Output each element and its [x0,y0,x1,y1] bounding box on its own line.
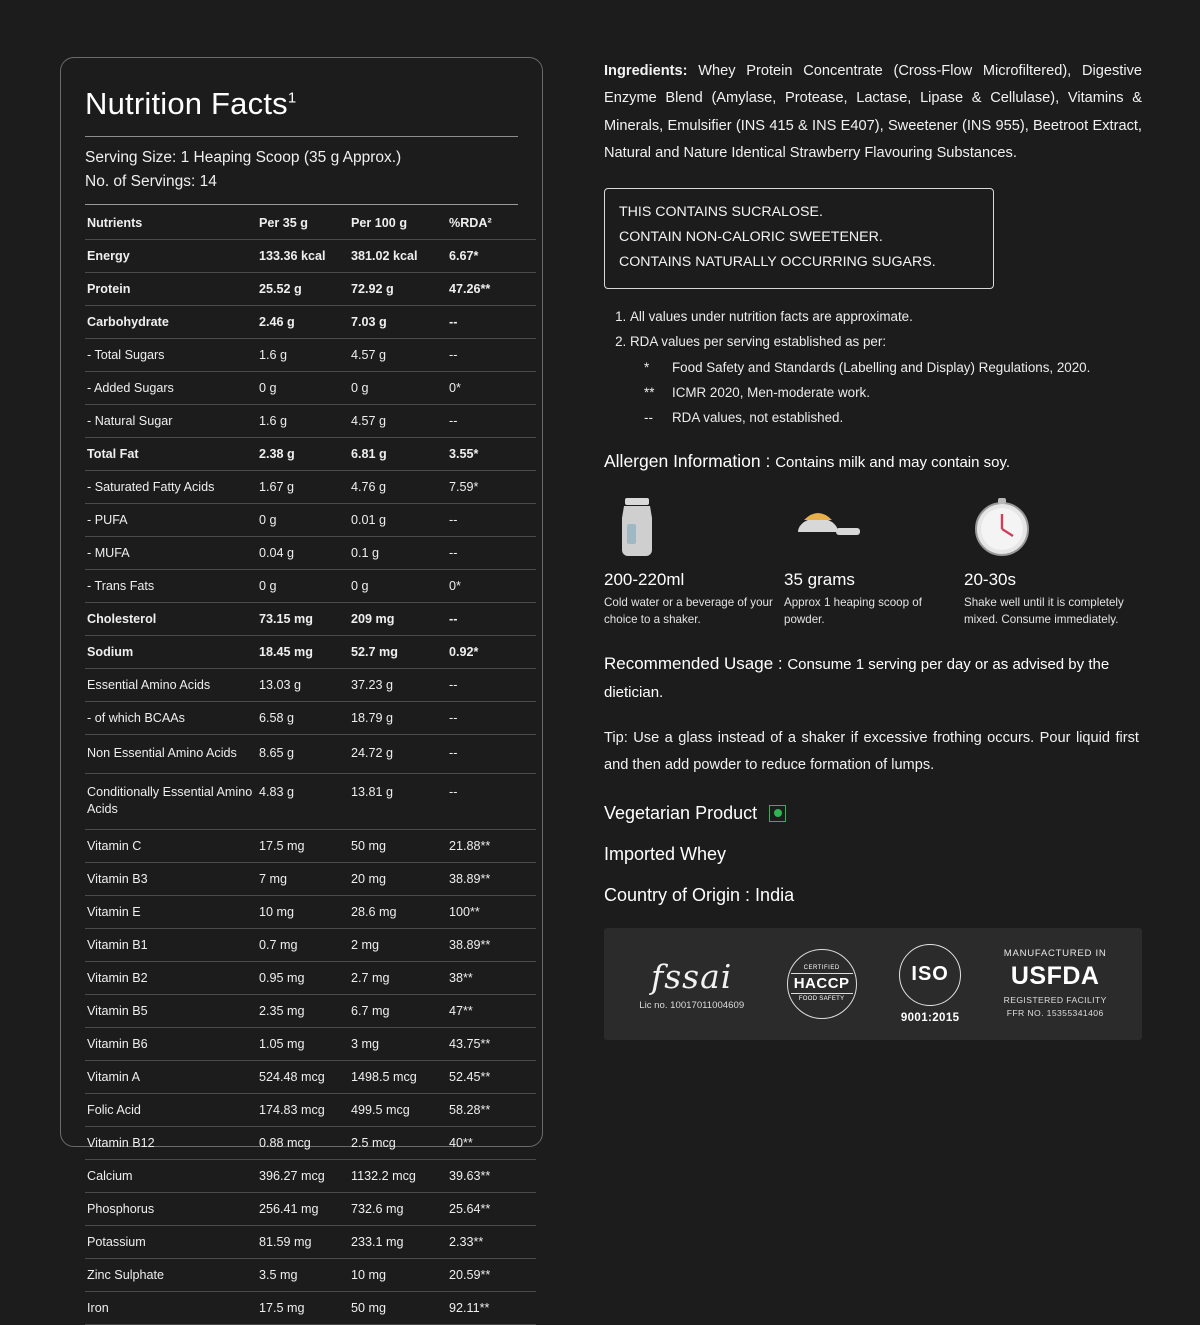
divider-top [85,136,518,137]
table-row [85,636,536,669]
allergen-value: Contains milk and may contain soy. [775,453,1011,471]
cell-per35: 1.05 mg [257,1028,349,1061]
cell-per100: 4.76 g [349,471,447,504]
usage-instructions-row [604,494,1144,629]
table-row [85,1061,536,1094]
footnote-mark-star: * [644,359,650,375]
usage-step-shake-sub: Shake well until it is completely mixed. Consume immediately. [964,595,1124,626]
usfda-sub-text-2: FFR NO. 15355341406 [1006,1007,1104,1018]
footnote-sub-2 [644,381,1144,404]
serving-size: Serving Size: 1 Heaping Scoop (35 g Approx.) [85,149,402,166]
usfda-main-text: USFDA [1010,961,1100,990]
cell-rda: 52.45** [447,1061,536,1094]
haccp-certification [787,949,857,1019]
cell-per35: 1.6 g [257,339,349,372]
cell-per100: 37.23 g [349,669,447,702]
table-row [85,830,536,863]
cell-rda: -- [447,702,536,735]
cell-per100: 1498.5 mcg [349,1061,447,1094]
cell-rda: -- [447,735,536,774]
footnote-mark-dashes: -- [644,409,653,425]
table-row [85,702,536,735]
cell-name: Zinc Sulphate [85,1259,257,1292]
cell-rda: 7.59* [447,471,536,504]
table-row [85,603,536,636]
imported-whey-label: Imported Whey [604,843,727,864]
cell-name: Vitamin C [85,830,257,863]
cell-per35: 2.35 mg [257,995,349,1028]
table-header-row [85,205,536,240]
table-row [85,1028,536,1061]
cell-rda: -- [447,504,536,537]
cell-name: - Added Sugars [85,372,257,405]
cell-per35: 3.5 mg [257,1259,349,1292]
fssai-logo-text: fssai [651,956,733,996]
usage-step-water-head: 200-220ml [604,569,685,589]
haccp-main-text: HACCP [791,973,853,994]
cell-per100: 2.5 mcg [349,1127,447,1160]
cell-per100: 1132.2 mcg [349,1160,447,1193]
usfda-certification [1004,948,1107,1020]
cell-per100: 4.57 g [349,339,447,372]
cell-name: Vitamin B1 [85,929,257,962]
cell-rda: 47.26** [447,273,536,306]
usfda-top-text: MANUFACTURED IN [1003,947,1107,959]
allergen-information [604,451,1144,472]
recommended-usage [604,650,1139,704]
cell-name: Total Fat [85,438,257,471]
ingredients-paragraph [604,58,1142,168]
cell-rda: 6.67* [447,240,536,273]
vegetarian-mark-icon [769,805,786,822]
cell-per35: 174.83 mcg [257,1094,349,1127]
cell-per35: 0.04 g [257,537,349,570]
cell-per100: 0 g [349,372,447,405]
usage-step-powder-head: 35 grams [784,569,855,589]
usage-step-powder-sub: Approx 1 heaping scoop of powder. [784,595,922,626]
table-row [85,1094,536,1127]
table-row [85,1259,536,1292]
cell-per100: 7.03 g [349,306,447,339]
cell-per35: 396.27 mcg [257,1160,349,1193]
cell-per35: 0 g [257,504,349,537]
usage-step-powder [784,494,964,629]
cell-per100: 209 mg [349,603,447,636]
cell-per35: 1.6 g [257,405,349,438]
cell-name: Vitamin B2 [85,962,257,995]
column-header-per35: Per 35 g [257,205,349,240]
footnote-2-text: RDA values per serving established as per: [630,333,887,349]
table-row [85,929,536,962]
footnote-1: 1. All values under nutrition facts are approximate. [630,305,1144,328]
usage-tip: Tip: Use a glass instead of a shaker if excessive frothing occurs. Pour liquid first and then add powder to reduce formation of lumps. [604,729,1139,773]
cell-per100: 10 mg [349,1259,447,1292]
cell-rda: 0.92* [447,636,536,669]
table-row [85,1292,536,1325]
warning-line-2: CONTAIN NON-CALORIC SWEETENER. [619,228,883,245]
cell-per100: 2 mg [349,929,447,962]
table-row [85,339,536,372]
table-row [85,669,536,702]
haccp-bottom-text: FOOD SAFETY [798,996,845,1003]
cell-per35: 256.41 mg [257,1193,349,1226]
cell-per35: 10 mg [257,896,349,929]
cell-per35: 2.38 g [257,438,349,471]
cell-per100: 20 mg [349,863,447,896]
cell-rda: -- [447,669,536,702]
cell-rda: 25.64** [447,1193,536,1226]
cell-name: Potassium [85,1226,257,1259]
table-row [85,570,536,603]
cell-per35: 524.48 mcg [257,1061,349,1094]
cell-per100: 499.5 mcg [349,1094,447,1127]
cell-rda: 43.75** [447,1028,536,1061]
table-row [85,273,536,306]
cell-name: Vitamin A [85,1061,257,1094]
usage-step-shake-head: 20-30s [964,569,1016,589]
cell-per100: 0.01 g [349,504,447,537]
table-row [85,1226,536,1259]
cell-per35: 6.58 g [257,702,349,735]
details-panel [604,58,1144,1040]
cell-rda: 0* [447,570,536,603]
table-row [85,240,536,273]
usage-step-water [604,494,784,629]
iso-certification [899,944,961,1024]
haccp-seal-icon [787,949,857,1019]
cell-name: Iron [85,1292,257,1325]
cell-name: Vitamin E [85,896,257,929]
cell-rda: 38.89** [447,929,536,962]
ingredients-text: Whey Protein Concentrate (Cross-Flow Microfiltered), Digestive Enzyme Blend (Amylase, Protease, Lactase, Lipase & Cellulase), Vitamins & Minerals, Emulsifier (INS 415 & INS E407), Sweetener (INS 955), Beetroot Extract, Natural and Nature Identical Strawberry Flavouring Substances. [604,63,1142,162]
table-row [85,735,536,774]
table-row [85,774,536,830]
footnotes-list [604,305,1144,429]
cell-name: Carbohydrate [85,306,257,339]
fssai-certification [639,957,744,1011]
nutrition-facts-panel [60,57,543,1316]
certifications-box [604,928,1142,1040]
cell-per35: 0.88 mcg [257,1127,349,1160]
country-of-origin: Country of Origin : India [604,884,795,905]
table-row [85,504,536,537]
cell-per100: 50 mg [349,830,447,863]
cell-per100: 50 mg [349,1292,447,1325]
cell-per100: 52.7 mg [349,636,447,669]
cell-rda: 100** [447,896,536,929]
table-row [85,372,536,405]
cell-name: Vitamin B12 [85,1127,257,1160]
cell-name: Energy [85,240,257,273]
table-row [85,306,536,339]
column-header-nutrients: Nutrients [85,205,257,240]
cell-per35: 0 g [257,372,349,405]
serving-info [85,146,518,194]
usage-step-shake [964,494,1144,629]
table-row [85,537,536,570]
table-row [85,405,536,438]
cell-rda: 2.33** [447,1226,536,1259]
ingredients-label: Ingredients: [604,63,688,79]
table-row [85,438,536,471]
cell-per100: 13.81 g [349,774,447,830]
cell-rda: 3.55* [447,438,536,471]
nutrition-facts-title-text: Nutrition Facts [85,86,288,121]
iso-standard-number: 9001:2015 [900,1011,960,1024]
cell-rda: 38** [447,962,536,995]
cell-name: Conditionally Essential Amino Acids [85,774,257,830]
cell-name: Sodium [85,636,257,669]
footnote-sublist [630,356,1144,429]
cell-name: Vitamin B5 [85,995,257,1028]
cell-name: - PUFA [85,504,257,537]
cell-rda: 58.28** [447,1094,536,1127]
usage-step-water-sub: Cold water or a beverage of your choice to a shaker. [604,595,773,626]
usfda-sub-text-1: REGISTERED FACILITY [1003,994,1107,1005]
cell-per100: 381.02 kcal [349,240,447,273]
table-row [85,1193,536,1226]
vegetarian-dot [774,809,782,817]
cell-rda: -- [447,339,536,372]
cell-per100: 2.7 mg [349,962,447,995]
title-footnote-marker: 1 [287,89,297,107]
cell-name: - of which BCAAs [85,702,257,735]
table-row [85,962,536,995]
warning-line-1: THIS CONTAINS SUCRALOSE. [619,203,823,220]
cell-rda: 39.63** [447,1160,536,1193]
clock-icon [972,494,1144,558]
scoop-icon [792,494,964,558]
cell-per100: 24.72 g [349,735,447,774]
vegetarian-label: Vegetarian Product [604,802,758,823]
recommended-usage-label: Recommended Usage : [604,654,783,674]
cell-per35: 25.52 g [257,273,349,306]
table-row [85,995,536,1028]
table-row [85,1127,536,1160]
warning-line-3: CONTAINS NATURALLY OCCURRING SUGARS. [619,254,936,271]
cell-per35: 0.7 mg [257,929,349,962]
table-row [85,863,536,896]
footnote-sub-3-text: RDA values, not established. [672,409,844,425]
iso-seal-icon [899,944,961,1006]
fssai-license-number: Lic no. 10017011004609 [639,999,745,1011]
cell-name: Folic Acid [85,1094,257,1127]
cell-name: Non Essential Amino Acids [85,735,257,774]
cell-per100: 6.81 g [349,438,447,471]
cell-per35: 81.59 mg [257,1226,349,1259]
cell-rda: 21.88** [447,830,536,863]
cell-per100: 0.1 g [349,537,447,570]
cell-rda: 0* [447,372,536,405]
nutrition-table [85,205,536,1325]
footnote-sub-1 [644,356,1144,379]
cell-per100: 4.57 g [349,405,447,438]
shaker-bottle-icon [612,494,784,558]
cell-name: Essential Amino Acids [85,669,257,702]
cell-name: Vitamin B3 [85,863,257,896]
cell-per35: 0.95 mg [257,962,349,995]
cell-rda: -- [447,405,536,438]
cell-per100: 3 mg [349,1028,447,1061]
cell-rda: -- [447,537,536,570]
footnote-sub-1-text: Food Safety and Standards (Labelling and Display) Regulations, 2020. [672,359,1091,375]
servings-count: No. of Servings: 14 [85,173,217,191]
cell-per35: 18.45 mg [257,636,349,669]
nutrition-table-body [85,240,536,1325]
footnote-sub-2-text: ICMR 2020, Men-moderate work. [672,384,870,400]
cell-per100: 72.92 g [349,273,447,306]
cell-rda: 92.11** [447,1292,536,1325]
cell-rda: 47** [447,995,536,1028]
column-header-per100: Per 100 g [349,205,447,240]
cell-rda: -- [447,306,536,339]
vegetarian-row [604,803,1144,824]
cell-rda: 40** [447,1127,536,1160]
cell-name: Calcium [85,1160,257,1193]
cell-name: Vitamin B6 [85,1028,257,1061]
cell-rda: -- [447,603,536,636]
cell-per100: 6.7 mg [349,995,447,1028]
cell-name: Cholesterol [85,603,257,636]
cell-per100: 18.79 g [349,702,447,735]
cell-rda: 20.59** [447,1259,536,1292]
cell-name: Protein [85,273,257,306]
iso-main-text: ISO [911,963,949,986]
cell-rda: -- [447,774,536,830]
allergen-label: Allergen Information : [604,450,771,471]
cell-name: - Trans Fats [85,570,257,603]
recommended-usage-value: Consume 1 serving per day or as advised by the dietician. [604,656,1110,701]
table-row [85,1160,536,1193]
cell-name: - Total Sugars [85,339,257,372]
cell-per100: 0 g [349,570,447,603]
cell-per35: 7 mg [257,863,349,896]
cell-name: - MUFA [85,537,257,570]
table-row [85,896,536,929]
cell-per35: 17.5 mg [257,830,349,863]
page-title [85,86,528,122]
cell-name: - Natural Sugar [85,405,257,438]
cell-per35: 17.5 mg [257,1292,349,1325]
cell-per35: 8.65 g [257,735,349,774]
cell-name: Phosphorus [85,1193,257,1226]
cell-per35: 4.83 g [257,774,349,830]
cell-per100: 233.1 mg [349,1226,447,1259]
cell-per100: 28.6 mg [349,896,447,929]
cell-per35: 133.36 kcal [257,240,349,273]
footnote-2 [630,330,1144,429]
cell-name: - Saturated Fatty Acids [85,471,257,504]
table-row [85,471,536,504]
footnote-mark-doublestar: ** [644,384,655,400]
haccp-top-text: CERTIFIED [803,965,840,972]
cell-per35: 0 g [257,570,349,603]
column-header-rda: %RDA² [447,205,536,240]
cell-rda: 38.89** [447,863,536,896]
cell-per35: 13.03 g [257,669,349,702]
cell-per35: 1.67 g [257,471,349,504]
cell-per100: 732.6 mg [349,1193,447,1226]
cell-per35: 2.46 g [257,306,349,339]
footnote-sub-3 [644,406,1144,429]
sweetener-warning-box [604,188,994,289]
cell-per35: 73.15 mg [257,603,349,636]
